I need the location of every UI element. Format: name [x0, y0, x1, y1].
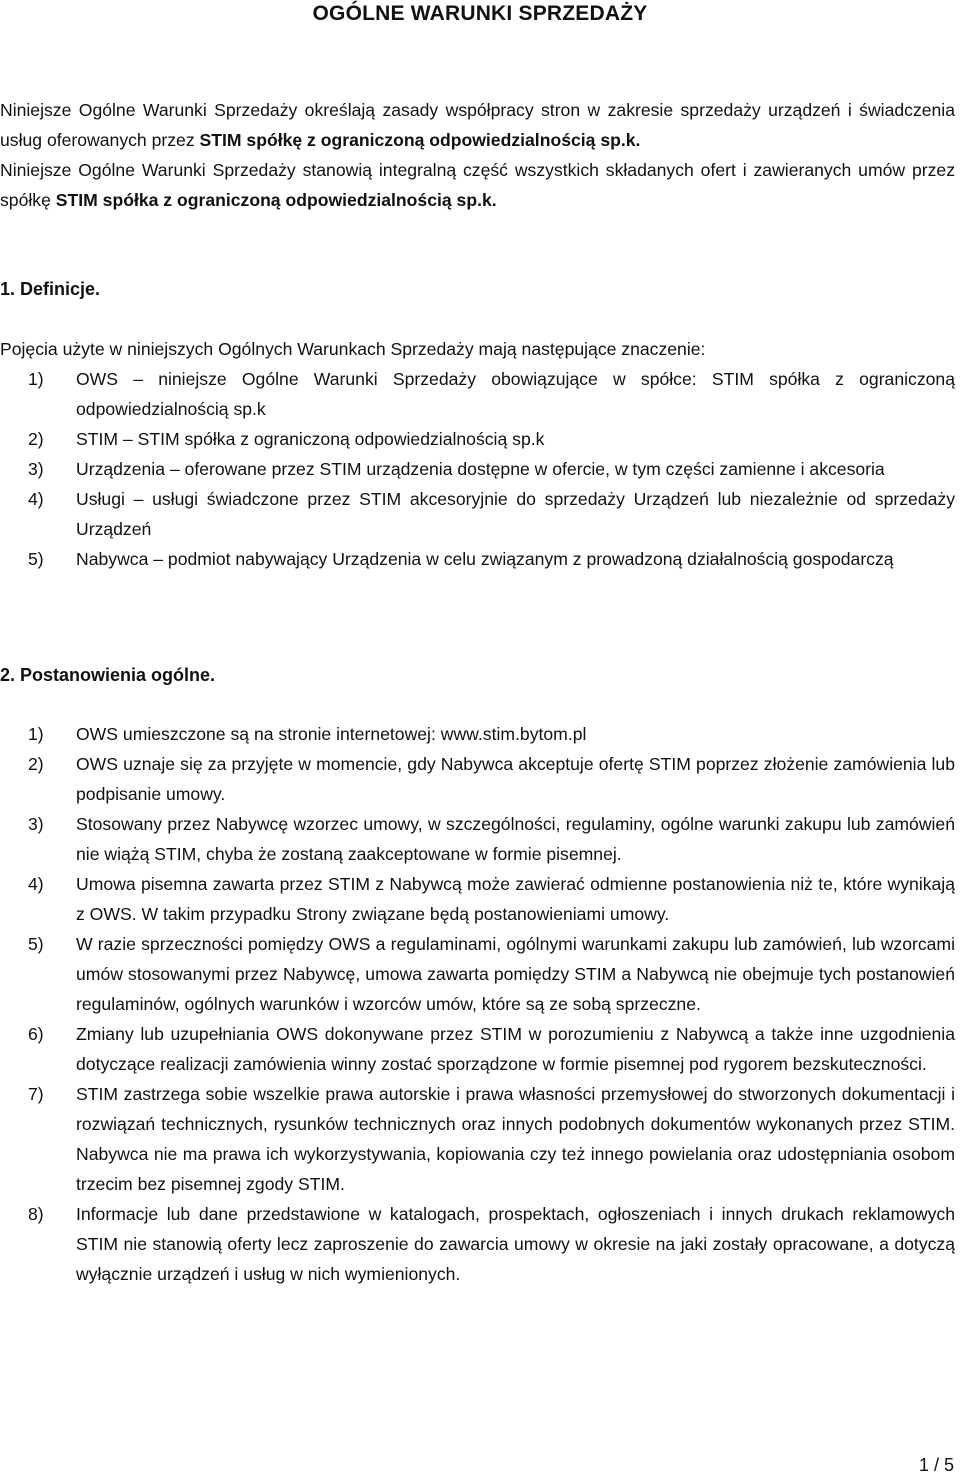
- item-text: OWS uznaje się za przyjęte w momencie, gdy Nabywca akceptuje ofertę STIM poprzez złożenie zamówienia lub podpisanie umowy.: [76, 754, 955, 804]
- item-text: STIM zastrzega sobie wszelkie prawa autorskie i prawa własności przemysłowej do stworzonych dokumentacji i rozwiązań technicznych, rysunków technicznych oraz innych podobnych dokumentów wykonanych przez STIM. Nabywca nie ma prawa ich wykorzystywania, kopiowania czy też innego powielania oraz udostępniania osobom trzecim bez pisemnej zgody STIM.: [76, 1084, 955, 1194]
- item-text: Nabywca – podmiot nabywający Urządzenia w celu związanym z prowadzoną działalnością gospodarczą: [76, 549, 894, 569]
- list-item: [0, 364, 955, 424]
- intro-paragraph-2: [0, 155, 955, 215]
- list-item: [0, 929, 955, 1019]
- item-number: 5): [28, 549, 44, 569]
- definitions-intro: Pojęcia użyte w niniejszych Ogólnych Warunkach Sprzedaży mają następujące znaczenie:: [0, 339, 706, 359]
- item-number: 4): [28, 489, 44, 509]
- list-item: [0, 869, 955, 929]
- item-text: Umowa pisemna zawarta przez STIM z Nabywcą może zawierać odmienne postanowienia niż te, które wynikają z OWS. W takim przypadku Strony związane będą postanowieniami umowy.: [76, 874, 955, 924]
- section-heading-definitions: 1. Definicje.: [0, 279, 101, 299]
- item-text: Informacje lub dane przedstawione w katalogach, prospektach, ogłoszeniach i innych drukach reklamowych STIM nie stanowią oferty lecz zaproszenie do zawarcia umowy w okresie na jaki zostały opracowane, a dotyczą wyłącznie urządzeń i usług w nich wymienionych.: [76, 1204, 955, 1284]
- company-name-2: STIM spółka z ograniczoną odpowiedzialnością sp.k.: [55, 190, 497, 210]
- list-item: [0, 1079, 955, 1199]
- item-number: 2): [28, 754, 44, 774]
- item-number: 1): [28, 724, 44, 744]
- item-number: 5): [28, 934, 44, 954]
- page-number: 1 / 5: [918, 1455, 954, 1475]
- item-text: Stosowany przez Nabywcę wzorzec umowy, w szczególności, regulaminy, ogólne warunki zakupu lub zamówień nie wiążą STIM, chyba że zostaną zaakceptowane w formie pisemnej.: [76, 814, 955, 864]
- item-number: 7): [28, 1084, 44, 1104]
- list-item: [0, 484, 955, 544]
- list-item: [0, 424, 955, 454]
- intro-text-1: Niniejsze Ogólne Warunki Sprzedaży określają zasady współpracy stron w zakresie sprzedaży urządzeń i świadczenia usług oferowanych przez: [0, 100, 955, 150]
- intro-paragraph-1: [0, 95, 955, 155]
- item-text: OWS umieszczone są na stronie internetowej: www.stim.bytom.pl: [76, 724, 587, 744]
- company-name-1: STIM spółkę z ograniczoną odpowiedzialnością sp.k.: [199, 130, 641, 150]
- item-text: OWS – niniejsze Ogólne Warunki Sprzedaży obowiązujące w spółce: STIM spółka z ograniczoną odpowiedzialnością sp.k: [76, 369, 955, 419]
- item-number: 4): [28, 874, 44, 894]
- item-text: Zmiany lub uzupełniania OWS dokonywane przez STIM w porozumieniu z Nabywcą a także inne uzgodnienia dotyczące realizacji zamówienia winny zostać sporządzone w formie pisemnej pod rygorem bezskuteczności.: [76, 1024, 955, 1074]
- general-provisions-list: [0, 719, 955, 1289]
- item-text: Urządzenia – oferowane przez STIM urządzenia dostępne w ofercie, w tym części zamienne i akcesoria: [76, 459, 885, 479]
- list-item: [0, 749, 955, 809]
- item-number: 2): [28, 429, 44, 449]
- item-number: 3): [28, 459, 44, 479]
- list-item: [0, 1019, 955, 1079]
- list-item: [0, 809, 955, 869]
- item-number: 3): [28, 814, 44, 834]
- list-item: [0, 719, 955, 749]
- item-text: Usługi – usługi świadczone przez STIM akcesoryjnie do sprzedaży Urządzeń lub niezależnie od sprzedaży Urządzeń: [76, 489, 955, 539]
- list-item: [0, 454, 955, 484]
- item-number: 1): [28, 369, 44, 389]
- list-item: [0, 544, 955, 574]
- item-text: STIM – STIM spółka z ograniczoną odpowiedzialnością sp.k: [76, 429, 545, 449]
- item-text: W razie sprzeczności pomiędzy OWS a regulaminami, ogólnymi warunkami zakupu lub zamówień, lub wzorcami umów stosowanymi przez Nabywcę, umowa zawarta pomiędzy STIM a Nabywcą nie obejmuje tych postanowień regulaminów, ogólnych warunków i wzorców umów, które są ze sobą sprzeczne.: [76, 934, 955, 1014]
- intro-text-2: Niniejsze Ogólne Warunki Sprzedaży stanowią integralną część wszystkich składanych ofert i zawieranych umów przez spółkę: [0, 160, 955, 210]
- item-number: 6): [28, 1024, 44, 1044]
- list-item: [0, 1199, 955, 1289]
- item-number: 8): [28, 1204, 44, 1224]
- document-title: OGÓLNE WARUNKI SPRZEDAŻY: [312, 2, 648, 25]
- definitions-list: [0, 364, 955, 574]
- section-heading-general-provisions: 2. Postanowienia ogólne.: [0, 665, 216, 685]
